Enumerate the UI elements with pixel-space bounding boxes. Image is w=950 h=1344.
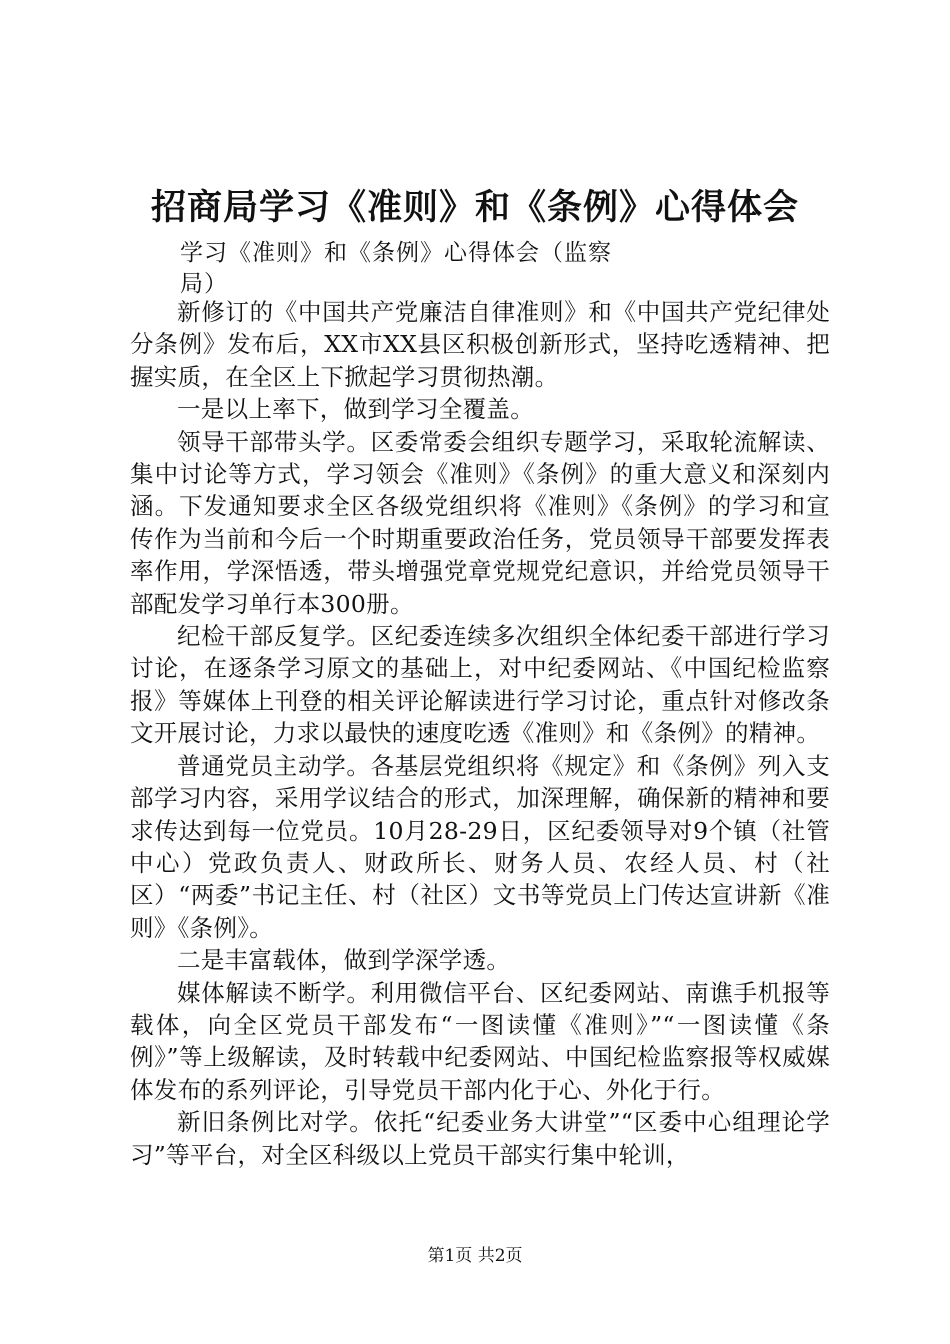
paragraph-heading-one: 一是以上率下，做到学习全覆盖。 (177, 395, 534, 424)
paragraph-heading-two: 二是丰富载体，做到学深学透。 (177, 946, 511, 975)
document-title: 招商局学习《准则》和《条例》心得体会 (150, 187, 799, 228)
document-subtitle: 学习《准则》和《条例》心得体会（监察局） (180, 240, 612, 297)
paragraph-media: 媒体解读不断学。利用微信平台、区纪委网站、南谯手机报等载体，向全区党员干部发布“一图读懂《准则》”“一图读懂《条例》”等上级解读，及时转载中纪委网站、中国纪检监察报等权威媒体发布的系列评论，引导党员干部内化于心、外化于行。 (130, 978, 830, 1104)
page-footer: 第1页 共2页 (427, 1246, 523, 1266)
document-body (130, 296, 830, 1171)
paragraph-members: 普通党员主动学。各基层党组织将《规定》和《条例》列入支部学习内容，采用学议结合的形式，加深理解，确保新的精神和要求传达到每一位党员。10月28-29日，区纪委领导对9个镇（社管中心）党政负责人、财政所长、财务人员、农经人员、村（社区）“两委”书记主任、村（社区）文书等党员上门传达宣讲新《准则》《条例》。 (130, 751, 830, 942)
paragraph-leaders: 领导干部带头学。区委常委会组织专题学习，采取轮流解读、集中讨论等方式，学习领会《准则》《条例》的重大意义和深刻内涵。下发通知要求全区各级党组织将《准则》《条例》的学习和宣传作为当前和今后一个时期重要政治任务，党员领导干部要发挥表率作用，学深悟透，带头增强党章党规党纪意识，并给党员领导干部配发学习单行本300册。 (130, 427, 830, 618)
paragraph-intro: 新修订的《中国共产党廉洁自律准则》和《中国共产党纪律处分条例》发布后，XX市XX县区积极创新形式，坚持吃透精神、把握实质，在全区上下掀起学习贯彻热潮。 (130, 298, 830, 391)
paragraph-discipline-cadres: 纪检干部反复学。区纪委连续多次组织全体纪委干部进行学习讨论，在逐条学习原文的基础上，对中纪委网站、《中国纪检监察报》等媒体上刊登的相关评论解读进行学习讨论，重点针对修改条文开展讨论，力求以最快的速度吃透《准则》和《条例》的精神。 (130, 622, 830, 748)
paragraph-comparison: 新旧条例比对学。依托“纪委业务大讲堂”“区委中心组理论学习”等平台，对全区科级以上党员干部实行集中轮训， (130, 1108, 830, 1169)
